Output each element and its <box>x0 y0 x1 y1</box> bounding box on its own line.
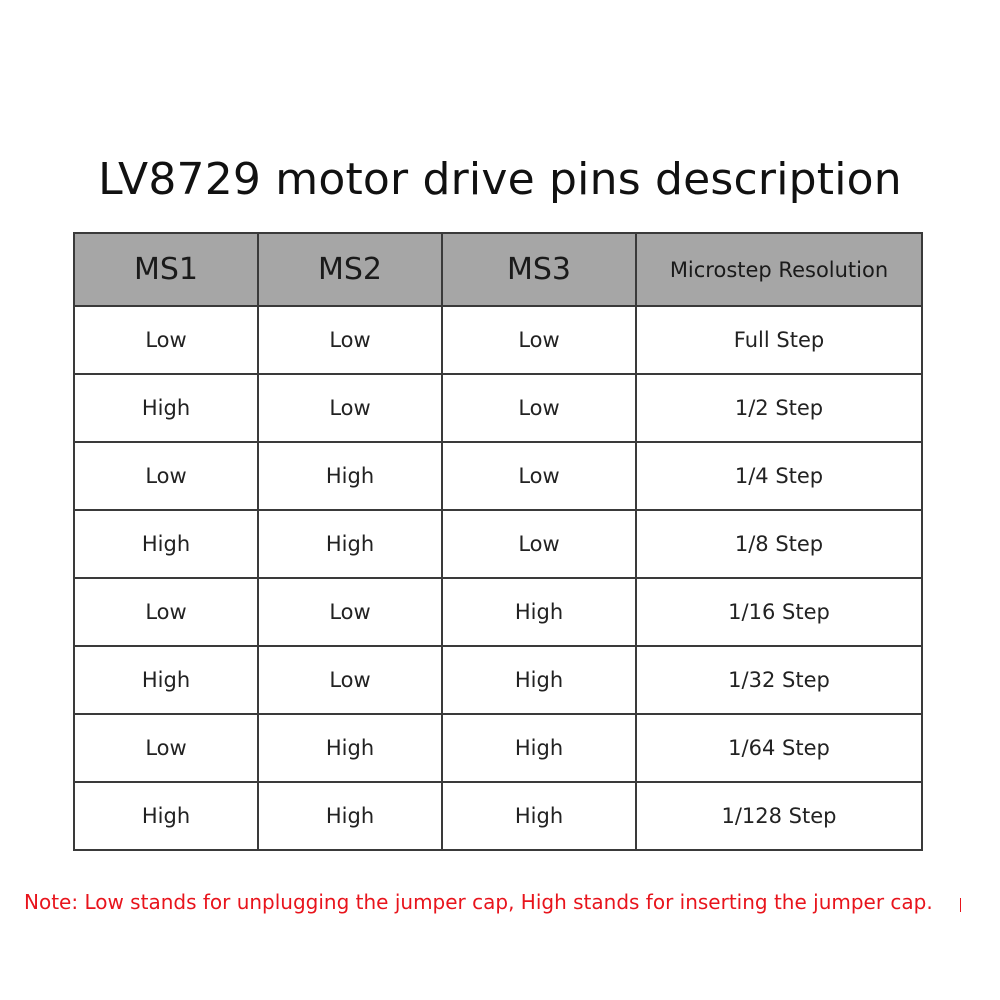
cell-resolution: 1/32 Step <box>636 646 922 714</box>
table-row <box>74 646 922 714</box>
cell-ms1: Low <box>74 306 258 374</box>
cell-ms3: High <box>442 578 636 646</box>
table-row <box>74 578 922 646</box>
cell-ms1: High <box>74 510 258 578</box>
cell-ms3: Low <box>442 510 636 578</box>
cell-ms2: Low <box>258 374 442 442</box>
cell-resolution: Full Step <box>636 306 922 374</box>
table-row <box>74 306 922 374</box>
cell-ms2: Low <box>258 306 442 374</box>
cell-ms2: High <box>258 510 442 578</box>
cell-ms1: High <box>74 782 258 850</box>
pin-table <box>73 232 923 851</box>
jumper-cap-note: Note: Low stands for unplugging the jumper cap, High stands for inserting the jumper cap. <box>24 890 933 914</box>
table-row <box>74 782 922 850</box>
cell-ms3: High <box>442 714 636 782</box>
cell-ms3: Low <box>442 306 636 374</box>
cell-ms1: High <box>74 374 258 442</box>
header-ms1: MS1 <box>74 233 258 306</box>
cell-ms2: High <box>258 714 442 782</box>
cell-ms1: High <box>74 646 258 714</box>
table-header-row <box>74 233 922 306</box>
cell-ms3: Low <box>442 374 636 442</box>
cell-resolution: 1/64 Step <box>636 714 922 782</box>
page-title: LV8729 motor drive pins description <box>98 154 902 205</box>
header-ms3: MS3 <box>442 233 636 306</box>
cell-resolution: 1/16 Step <box>636 578 922 646</box>
cell-resolution: 1/8 Step <box>636 510 922 578</box>
cell-resolution: 1/4 Step <box>636 442 922 510</box>
cell-ms2: Low <box>258 646 442 714</box>
cell-resolution: 1/2 Step <box>636 374 922 442</box>
cell-ms2: High <box>258 442 442 510</box>
cell-ms2: High <box>258 782 442 850</box>
cell-ms2: Low <box>258 578 442 646</box>
cell-ms1: Low <box>74 442 258 510</box>
table-row <box>74 510 922 578</box>
header-ms2: MS2 <box>258 233 442 306</box>
cell-ms3: Low <box>442 442 636 510</box>
cell-ms1: Low <box>74 714 258 782</box>
table-row <box>74 374 922 442</box>
cell-ms1: Low <box>74 578 258 646</box>
cell-ms3: High <box>442 646 636 714</box>
header-microstep-resolution: Microstep Resolution <box>636 233 922 306</box>
cell-ms3: High <box>442 782 636 850</box>
cell-resolution: 1/128 Step <box>636 782 922 850</box>
table-row <box>74 442 922 510</box>
table-row <box>74 714 922 782</box>
text-caret-mark <box>960 898 961 912</box>
